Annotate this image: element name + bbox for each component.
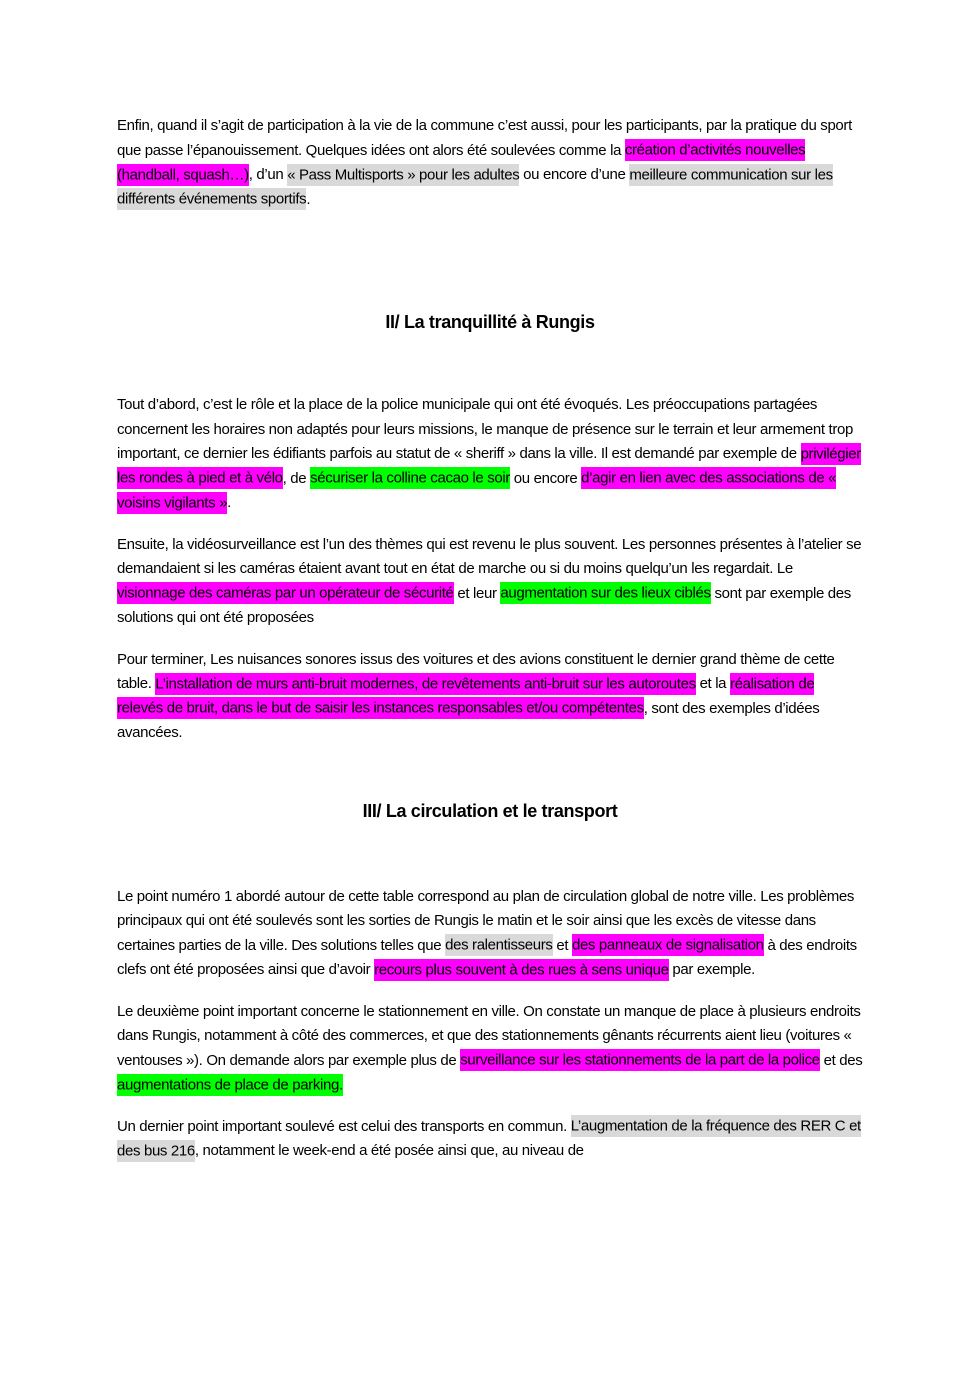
text-run: et	[552, 936, 572, 954]
text-run: Ensuite, la vidéosurveillance est l’un des thèmes qui est revenu le plus souvent. Les personnes présentes à l’atelier se demandaient si les caméras étaient avant tout en état de marche ou si du moins quelqu’un les regardait. Le	[117, 535, 862, 577]
paragraph	[117, 393, 863, 516]
text-run: Tout d’abord, c’est le rôle et la place de la police municipale qui ont été évoqués. Les préoccupations partagées concernent les horaires non adaptés pour leurs missions, le manque de présence sur le terrain et leur armement trop important, ce dernier les édifiants parfois au statut de « sheriff » dans la ville. Il est demandé par exemple de	[117, 396, 853, 462]
highlight-run-magenta: d’agir en lien avec des associations de « voisins vigilants »	[117, 467, 836, 514]
highlight-run-green: augmentation sur des lieux ciblés	[500, 582, 710, 604]
highlight-run-gray: L’augmentation de la fréquence des RER C et des bus 216	[117, 1115, 861, 1162]
highlight-run-green: sécuriser la colline cacao le soir	[310, 467, 510, 489]
paragraph	[117, 1115, 863, 1164]
highlight-run-magenta: surveillance sur les stationnements de la part de la police	[460, 1049, 820, 1071]
text-run: à des endroits clefs ont été proposées ainsi que d’avoir	[117, 936, 857, 978]
highlight-run-gray: « Pass Multisports » pour les adultes	[287, 164, 519, 186]
highlight-run-magenta: L’installation de murs anti-bruit modernes, de revêtements anti-bruit sur les autoroutes	[155, 673, 695, 695]
heading-tranquillite: II/ La tranquillité à Rungis	[385, 312, 595, 332]
paragraph	[117, 533, 863, 631]
paragraph	[117, 1000, 863, 1098]
highlight-run-magenta: visionnage des caméras par un opérateur de sécurité	[117, 582, 454, 604]
text-run: Un dernier point important soulevé est celui des transports en commun.	[117, 1117, 571, 1135]
highlight-run-magenta: privilégier les rondes à pied et à vélo	[117, 443, 861, 490]
text-run: et des	[819, 1051, 863, 1069]
text-run: .	[227, 494, 231, 511]
text-run: par exemple.	[668, 961, 755, 978]
text-run: et leur	[453, 584, 501, 602]
text-run: , notamment le week-end a été posée ainsi que, au niveau de	[194, 1142, 584, 1159]
text-run: sont par exemple des solutions qui ont été proposées	[117, 584, 851, 626]
paragraph	[117, 114, 863, 212]
text-run: ou encore	[509, 469, 582, 487]
text-run: et la	[695, 675, 730, 692]
text-run: , de	[282, 469, 311, 487]
text-run: Pour terminer, Les nuisances sonores issus des voitures et des avions constituent le dernier grand thème de cette table.	[117, 650, 835, 692]
text-run: Enfin, quand il s’agit de participation à la vie de la commune c’est aussi, pour les participants, par la pratique du sport que passe l’épanouissement. Quelques idées ont alors été soulevées comme la	[117, 117, 852, 159]
highlight-run-gray: des ralentisseurs	[445, 934, 552, 956]
highlight-run-magenta: des panneaux de signalisation	[572, 934, 764, 956]
paragraph	[117, 648, 863, 746]
heading-circulation: III/ La circulation et le transport	[362, 800, 618, 821]
highlight-run-magenta: création d’activités nouvelles (handball, squash…)	[117, 139, 805, 186]
highlight-run-magenta: réalisation de relevés de bruit, dans le but de saisir les instances responsables et/ou compétentes	[117, 673, 814, 720]
highlight-run-green: augmentations de place de parking.	[117, 1074, 343, 1096]
text-run: Le point numéro 1 abordé autour de cette table correspond au plan de circulation global de notre ville. Les problèmes principaux qui ont été soulevés sont les sorties de Rungis le matin et le soir ainsi que les excès de vitesse dans certaines parties de la ville. Des solutions telles que	[117, 887, 855, 954]
highlight-run-gray: meilleure communication sur les différents événements sportifs	[117, 164, 833, 211]
text-run: .	[306, 190, 311, 208]
text-run: , sont des exemples d’idées avancées.	[117, 699, 820, 741]
text-run: Le deuxième point important concerne le stationnement en ville. On constate un manque de place à plusieurs endroits dans Rungis, notamment à côté des commerces, et que des stationnements gênants récurrents aient lieu (voitures « ventouses »). On demande alors par exemple plus de	[117, 1002, 861, 1069]
text-run: ou encore d’une	[519, 166, 630, 183]
highlight-run-magenta: recours plus souvent à des rues à sens unique	[374, 959, 668, 981]
paragraph	[117, 885, 863, 983]
text-run: , d’un	[248, 166, 288, 183]
